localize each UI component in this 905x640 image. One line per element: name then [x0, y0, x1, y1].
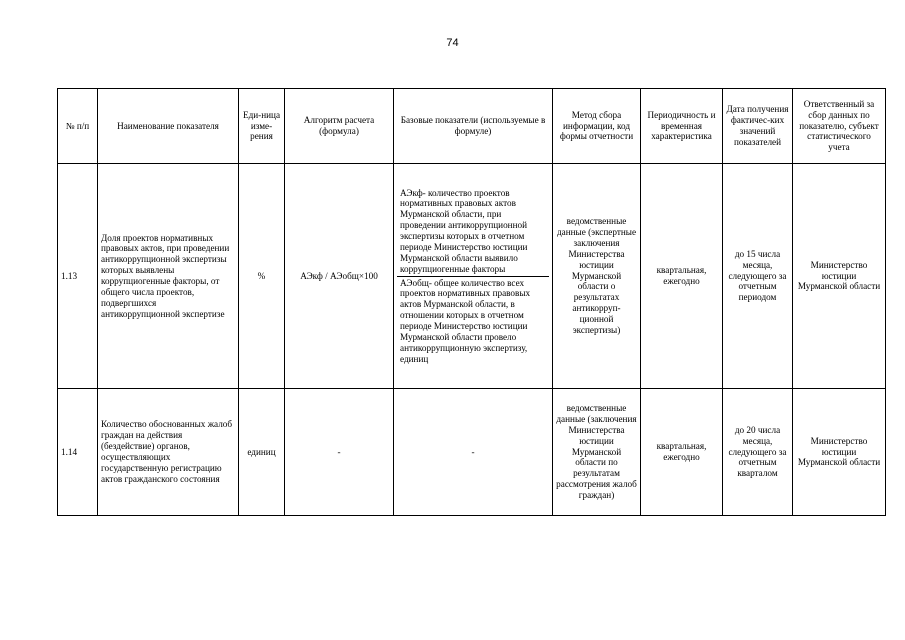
cell-num: 1.14 [58, 389, 98, 516]
header-periodicity: Периодичность и временная характеристика [641, 89, 723, 164]
cell-name: Количество обоснованных жалоб граждан на действия (бездействие) органов, осуществляющих государственную регистрацию актов гражданского состояния [98, 389, 239, 516]
header-responsible: Ответственный за сбор данных по показателю, субъект статистического учета [793, 89, 886, 164]
cell-unit: единиц [239, 389, 285, 516]
cell-periodicity: квартальная, ежегодно [641, 164, 723, 389]
cell-responsible: Министерство юстиции Мурманской области [793, 164, 886, 389]
cell-periodicity: квартальная, ежегодно [641, 389, 723, 516]
cell-algorithm: - [285, 389, 394, 516]
cell-algorithm: АЭкф / АЭобщ×100 [285, 164, 394, 389]
table-header-row [58, 89, 886, 164]
base-indicator-kf: АЭкф- количество проектов нормативных правовых актов Мурманской области, при проведении антикоррупционной экспертизы которых в отчетном периоде Министерство юстиции Мурманской области выявило коррупциогенные факторы [397, 187, 549, 277]
header-unit: Еди-ница изме-рения [239, 89, 285, 164]
cell-num: 1.13 [58, 164, 98, 389]
indicators-table [57, 88, 886, 516]
cell-base [394, 164, 553, 389]
cell-method: ведомственные данные (экспертные заключения Министерства юстиции Мурманской области о результатах антикорруп-ционной экспертизы) [553, 164, 641, 389]
cell-responsible: Министерство юстиции Мурманской области [793, 389, 886, 516]
header-method: Метод сбора информации, код формы отчетности [553, 89, 641, 164]
cell-method: ведомственные данные (заключения Министерства юстиции Мурманской области по результатам рассмотрения жалоб граждан) [553, 389, 641, 516]
table-row [58, 164, 886, 389]
header-name: Наименование показателя [98, 89, 239, 164]
header-num: № п/п [58, 89, 98, 164]
cell-name: Доля проектов нормативных правовых актов, при проведении антикоррупционной экспертизы которых выявлены коррупциогенные факторы, от общего числа проектов, подвергшихся антикоррупционной экспертизе [98, 164, 239, 389]
table-row [58, 389, 886, 516]
header-algorithm: Алгоритм расчета (формула) [285, 89, 394, 164]
base-indicator-total: АЭобщ- общее количество всех проектов нормативных правовых актов Мурманской области, в отношении которых в отчетном периоде Министерство юстиции Мурманской области провело антикоррупционную экспертизу, единиц [400, 277, 531, 364]
cell-base: - [394, 389, 553, 516]
cell-date: до 20 числа месяца, следующего за отчетным кварталом [723, 389, 793, 516]
cell-date: до 15 числа месяца, следующего за отчетным периодом [723, 164, 793, 389]
header-base: Базовые показатели (используемые в формуле) [394, 89, 553, 164]
page-number: 74 [446, 37, 459, 49]
header-date: Дата получения фактичес-ких значений показателей [723, 89, 793, 164]
cell-unit: % [239, 164, 285, 389]
